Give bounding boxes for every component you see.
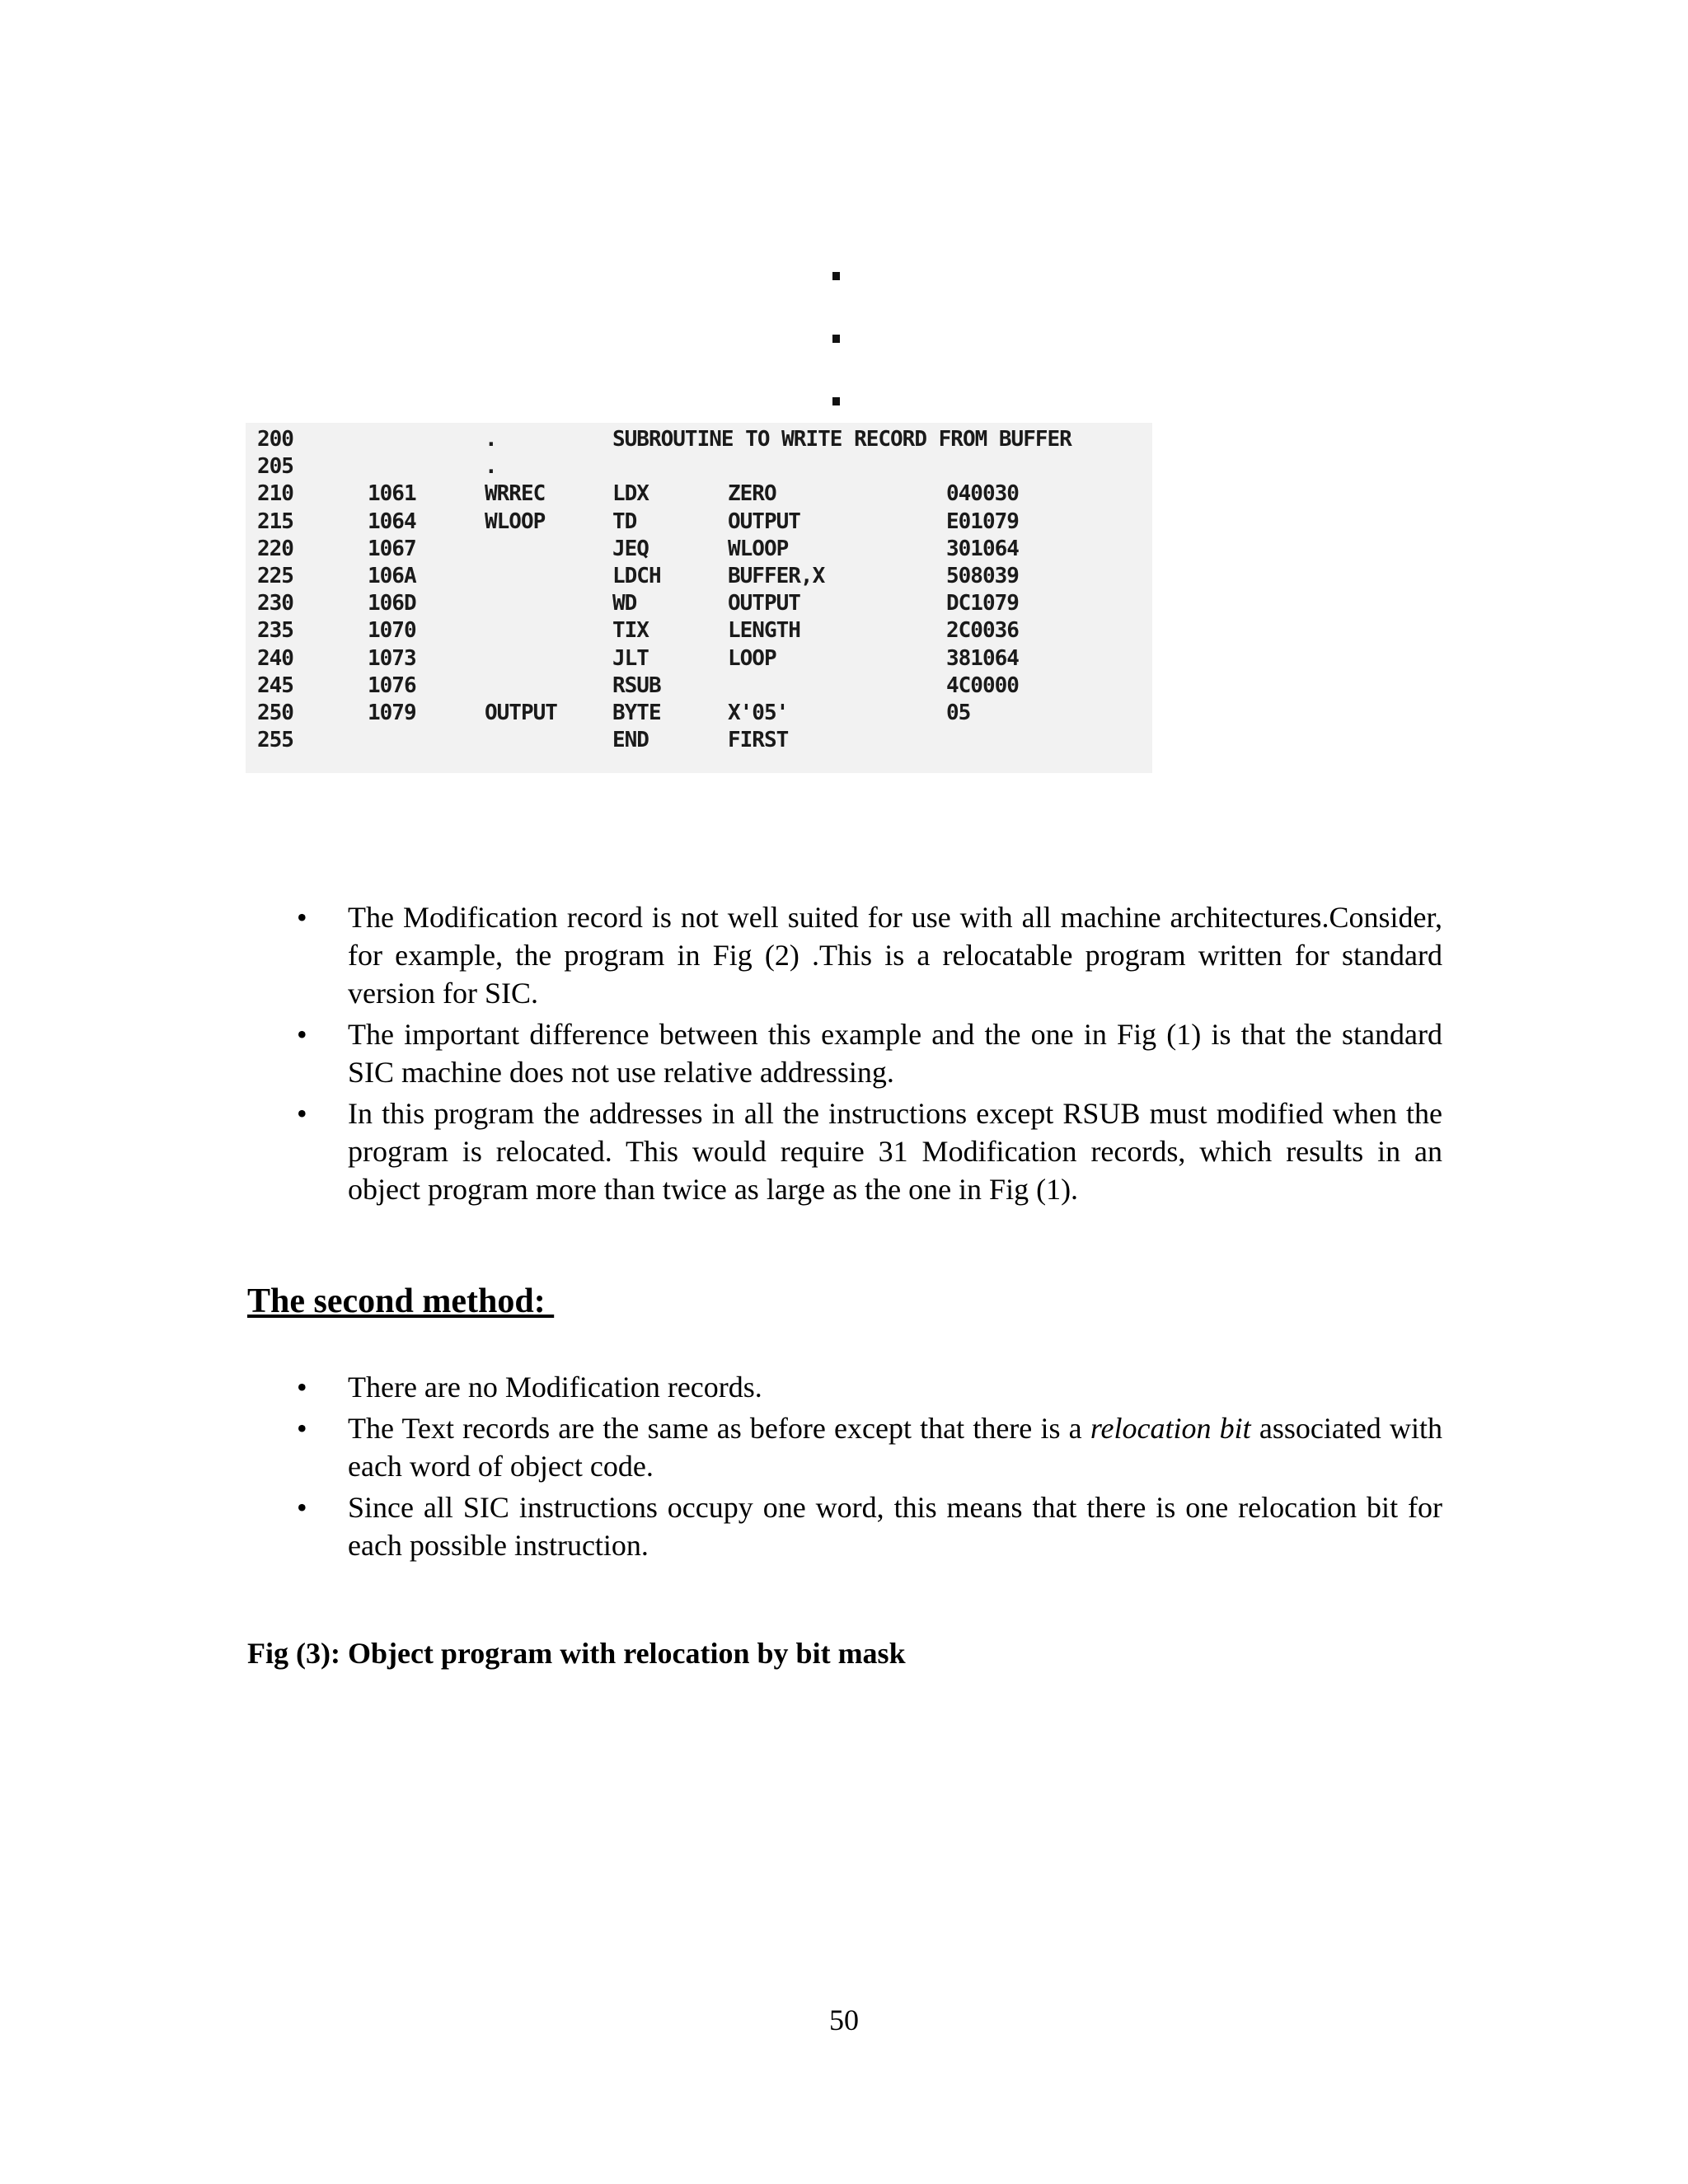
listing-object-code: 040030 bbox=[946, 481, 1019, 507]
listing-row bbox=[246, 453, 1152, 480]
emphasis-relocation-bit: relocation bit bbox=[1090, 1412, 1251, 1445]
listing-row bbox=[246, 563, 1152, 590]
listing-label: WLOOP bbox=[485, 509, 546, 534]
listing-label: . bbox=[485, 454, 497, 480]
bullet-item bbox=[247, 1015, 1442, 1091]
listing-label: WRREC bbox=[485, 481, 546, 507]
listing-line-number: 240 bbox=[257, 645, 293, 671]
listing-opcode: END bbox=[612, 728, 649, 753]
listing-operand: OUTPUT bbox=[728, 591, 800, 616]
listing-object-code: 2C0036 bbox=[946, 618, 1019, 644]
listing-line-number: 225 bbox=[257, 564, 293, 588]
listing-line-number: 245 bbox=[257, 673, 293, 698]
bullet-icon: • bbox=[297, 1097, 307, 1130]
listing-object-code: 508039 bbox=[946, 564, 1019, 588]
listing-location: 106D bbox=[368, 591, 416, 616]
bullet-text: The Modification record is not well suited for use with all machine architectures.Consider, for example, the program in Fig (2) .This is a relocatable program written for standard version for SIC. bbox=[348, 901, 1442, 1010]
listing-line-number: 235 bbox=[257, 618, 293, 644]
listing-operand: FIRST bbox=[728, 728, 789, 753]
listing-opcode: LDCH bbox=[612, 564, 661, 588]
listing-location: 1073 bbox=[368, 645, 416, 671]
listing-row bbox=[246, 480, 1152, 508]
listing-row bbox=[246, 426, 1152, 453]
listing-opcode: TIX bbox=[612, 618, 649, 644]
bullet-item bbox=[247, 898, 1442, 1012]
listing-line-number: 200 bbox=[257, 427, 293, 452]
listing-location: 1070 bbox=[368, 618, 416, 644]
bullet-text: There are no Modification records. bbox=[348, 1371, 762, 1404]
bullet-text-part: associated with each word of object code. bbox=[348, 1412, 1442, 1483]
bullet-list-second-method bbox=[247, 1368, 1442, 1568]
bullet-icon: • bbox=[297, 901, 307, 934]
listing-location: 1079 bbox=[368, 701, 416, 725]
listing-line-number: 250 bbox=[257, 701, 293, 725]
bullet-text bbox=[348, 1412, 1442, 1483]
listing-opcode: BYTE bbox=[612, 701, 661, 725]
continuation-dot-3 bbox=[832, 397, 840, 405]
listing-line-number: 230 bbox=[257, 591, 293, 616]
listing-object-code: 05 bbox=[946, 701, 971, 725]
bullet-list-modification-record bbox=[247, 898, 1442, 1212]
listing-row bbox=[246, 590, 1152, 617]
listing-object-code: 381064 bbox=[946, 645, 1019, 671]
listing-location: 1067 bbox=[368, 536, 416, 561]
listing-row bbox=[246, 536, 1152, 563]
listing-opcode: SUBROUTINE TO WRITE RECORD FROM BUFFER bbox=[612, 427, 1071, 452]
listing-location: 1061 bbox=[368, 481, 416, 507]
listing-row bbox=[246, 645, 1152, 673]
continuation-dot-1 bbox=[832, 272, 840, 280]
listing-operand: OUTPUT bbox=[728, 509, 800, 534]
listing-object-code: 4C0000 bbox=[946, 673, 1019, 698]
listing-row bbox=[246, 727, 1152, 754]
listing-row bbox=[246, 673, 1152, 700]
listing-opcode: LDX bbox=[612, 481, 649, 507]
bullet-icon: • bbox=[297, 1491, 307, 1524]
listing-operand: WLOOP bbox=[728, 536, 789, 561]
bullet-icon: • bbox=[297, 1018, 307, 1051]
continuation-dot-2 bbox=[832, 335, 840, 343]
listing-opcode: JLT bbox=[612, 645, 649, 671]
listing-line-number: 215 bbox=[257, 509, 293, 534]
section-heading: The second method: bbox=[247, 1282, 555, 1320]
bullet-icon: • bbox=[297, 1371, 307, 1404]
assembly-listing bbox=[246, 423, 1152, 773]
bullet-text-part: The Text records are the same as before except that there is a bbox=[348, 1412, 1090, 1445]
listing-opcode: WD bbox=[612, 591, 637, 616]
bullet-item bbox=[247, 1368, 1442, 1406]
listing-location: 106A bbox=[368, 564, 416, 588]
listing-object-code: E01079 bbox=[946, 509, 1019, 534]
listing-line-number: 210 bbox=[257, 481, 293, 507]
listing-operand: ZERO bbox=[728, 481, 776, 507]
listing-row bbox=[246, 617, 1152, 644]
listing-line-number: 255 bbox=[257, 728, 293, 753]
listing-opcode: JEQ bbox=[612, 536, 649, 561]
listing-object-code: DC1079 bbox=[946, 591, 1019, 616]
listing-operand: LENGTH bbox=[728, 618, 800, 644]
figure-caption: Fig (3): Object program with relocation by bit mask bbox=[247, 1637, 906, 1670]
bullet-icon: • bbox=[297, 1412, 307, 1445]
bullet-text: The important difference between this example and the one in Fig (1) is that the standard SIC machine does not use relative addressing. bbox=[348, 1018, 1442, 1089]
bullet-item bbox=[247, 1094, 1442, 1208]
page-number: 50 bbox=[829, 2004, 859, 2036]
bullet-text: In this program the addresses in all the instructions except RSUB must modified when the program is relocated. This would require 31 Modification records, which results in an object program more than twice as large as the one in Fig (1). bbox=[348, 1097, 1442, 1206]
listing-label: . bbox=[485, 427, 497, 452]
bullet-text: Since all SIC instructions occupy one word, this means that there is one relocation bit for each possible instruction. bbox=[348, 1491, 1442, 1562]
listing-label: OUTPUT bbox=[485, 701, 557, 725]
listing-operand: BUFFER,X bbox=[728, 564, 825, 588]
listing-opcode: RSUB bbox=[612, 673, 661, 698]
bullet-item bbox=[247, 1488, 1442, 1564]
listing-location: 1064 bbox=[368, 509, 416, 534]
listing-operand: X'05' bbox=[728, 701, 789, 725]
listing-opcode: TD bbox=[612, 509, 637, 534]
listing-line-number: 220 bbox=[257, 536, 293, 561]
listing-line-number: 205 bbox=[257, 454, 293, 480]
listing-row bbox=[246, 700, 1152, 727]
listing-row bbox=[246, 509, 1152, 536]
bullet-item bbox=[247, 1409, 1442, 1485]
listing-object-code: 301064 bbox=[946, 536, 1019, 561]
listing-location: 1076 bbox=[368, 673, 416, 698]
listing-operand: LOOP bbox=[728, 645, 776, 671]
